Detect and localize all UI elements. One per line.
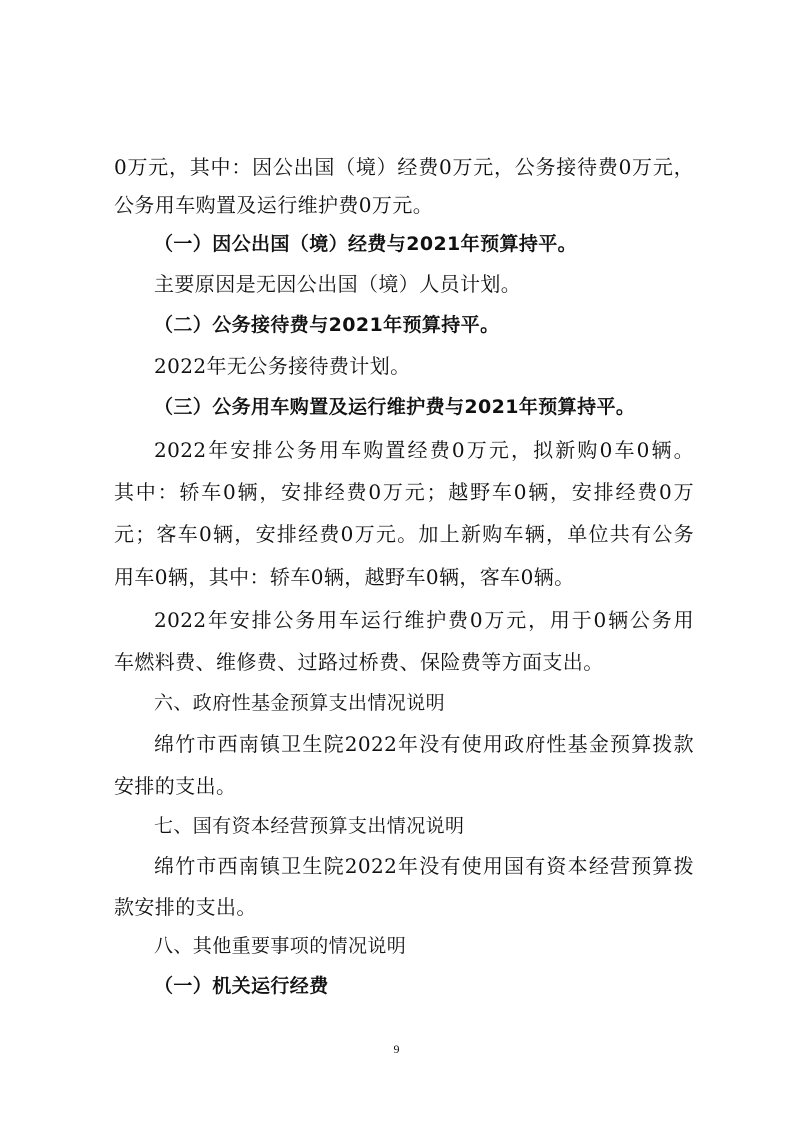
- subheading-3: （三）公务用车购置及运行维护费与2021年预算持平。: [154, 396, 636, 418]
- paragraph-line: 元；客车0辆，安排经费0万元。加上新购车辆，单位共有公务: [114, 522, 694, 546]
- subheading-2: （二）公务接待费与2021年预算持平。: [154, 314, 500, 336]
- paragraph-line: 0万元，其中：因公出国（境）经费0万元，公务接待费0万元，: [114, 155, 694, 179]
- paragraph-line: 2022年安排公务用车运行维护费0万元，用于0辆公务用: [154, 608, 694, 632]
- paragraph-line: 公务用车购置及运行维护费0万元。: [114, 193, 434, 217]
- paragraph-line: 款安排的支出。: [114, 895, 257, 919]
- section-heading-6: 六、政府性基金预算支出情况说明: [154, 692, 446, 714]
- page-number: 9: [393, 1042, 400, 1056]
- section-heading-8: 八、其他重要事项的情况说明: [154, 935, 407, 957]
- paragraph-line: 2022年无公务接待费计划。: [154, 354, 411, 378]
- subheading-operating-expenses: （一）机关运行经费: [154, 975, 329, 997]
- section-heading-7: 七、国有资本经营预算支出情况说明: [154, 815, 465, 837]
- paragraph-line: 绵竹市西南镇卫生院2022年没有使用政府性基金预算拨款: [154, 732, 694, 756]
- paragraph-line: 绵竹市西南镇卫生院2022年没有使用国有资本经营预算拨: [154, 854, 694, 878]
- subheading-1: （一）因公出国（境）经费与2021年预算持平。: [154, 233, 578, 255]
- paragraph-line: 用车0辆，其中：轿车0辆，越野车0辆，客车0辆。: [114, 565, 575, 589]
- paragraph-line: 主要原因是无因公出国（境）人员计划。: [154, 272, 522, 296]
- paragraph-line: 其中：轿车0辆，安排经费0万元；越野车0辆，安排经费0万: [114, 480, 694, 504]
- paragraph-line: 2022年安排公务用车购置经费0万元，拟新购0车0辆。: [154, 438, 694, 462]
- paragraph-line: 安排的支出。: [114, 774, 237, 798]
- paragraph-line: 车燃料费、维修费、过路过桥费、保险费等方面支出。: [114, 650, 604, 674]
